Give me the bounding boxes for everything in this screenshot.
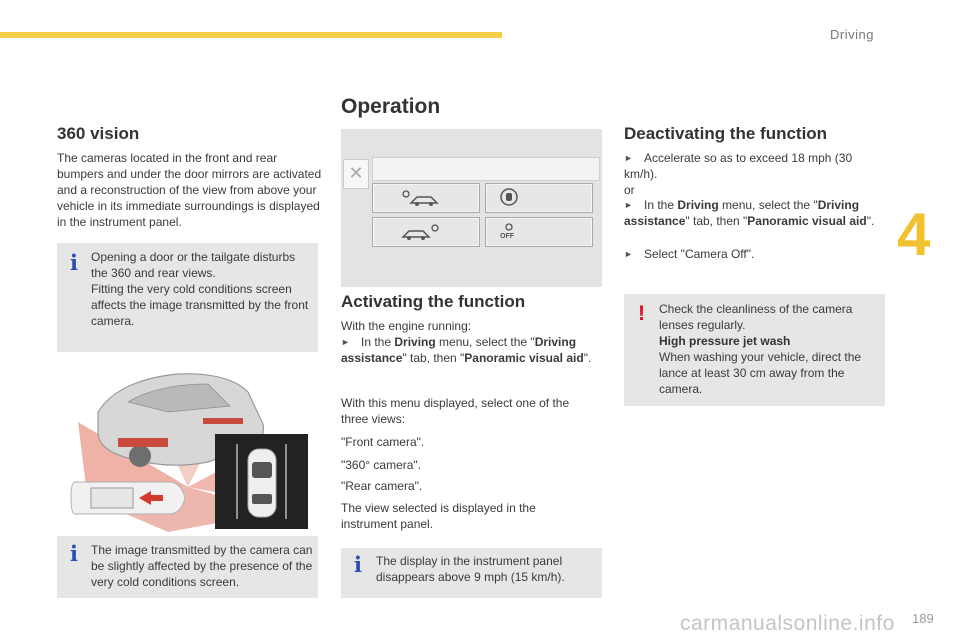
front-camera-button[interactable] xyxy=(372,183,480,213)
activate-step: ► In the Driving menu, select the "Driving assistance" tab, then "Panoramic visual aid". xyxy=(341,335,592,365)
info-box-text: The display in the instrument panel disappears above 9 mph (15 km/h). xyxy=(376,554,565,584)
360-camera-button[interactable] xyxy=(485,183,593,213)
bullet-pointer-icon: ► xyxy=(624,249,633,259)
heading-activating: Activating the function xyxy=(341,292,526,311)
front-camera-icon xyxy=(373,184,479,212)
heading-operation: Operation xyxy=(341,95,441,118)
info-box-text: The image transmitted by the camera can be slightly affected by the presence of the very cold conditions screen. xyxy=(91,543,313,589)
info-box-cold-screen xyxy=(57,536,318,598)
warning-icon: ! xyxy=(638,302,645,325)
camera-off-label: OFF xyxy=(500,233,514,240)
engine-running-text: With the engine running: xyxy=(341,319,472,333)
heading-360-vision: 360 vision xyxy=(57,124,140,143)
camera-top-view xyxy=(215,434,308,529)
bullet-pointer-icon: ► xyxy=(341,337,350,347)
display-note: The view selected is displayed in the instrument panel. xyxy=(341,501,536,531)
bullet-pointer-icon: ► xyxy=(624,153,633,163)
section-label: Driving xyxy=(830,27,874,42)
or-text: or xyxy=(624,183,635,197)
top-accent-bar xyxy=(0,32,502,38)
warning-box-cleaning xyxy=(624,294,885,406)
360-camera-icon xyxy=(486,184,592,212)
warning-subtitle: High pressure jet wash xyxy=(659,334,791,348)
info-box-text: Opening a door or the tailgate disturbs the 360 and rear views. Fitting the very cold conditions screen affects the image transmitted by the front camera. xyxy=(91,250,309,328)
bullet-pointer-icon: ► xyxy=(624,200,633,210)
deactivate-step-menu: ► In the Driving menu, select the "Driving assistance" tab, then "Panoramic visual aid". xyxy=(624,198,875,228)
deactivate-step-accelerate: ► Accelerate so as to exceed 18 mph (30 km/h). xyxy=(624,151,853,181)
touchscreen-illustration xyxy=(341,129,602,287)
deactivate-step-camera-off: ► Select "Camera Off". xyxy=(624,247,755,261)
info-icon: i xyxy=(354,552,362,577)
intro-paragraph: The cameras located in the front and rear bumpers and under the door mirrors are activated and a reconstruction of the view from above your vehicle in its immediate surroundings is displayed in the instrument panel. xyxy=(57,151,322,229)
rear-camera-icon xyxy=(373,218,479,246)
page-number: 189 xyxy=(912,611,934,626)
info-icon: i xyxy=(70,541,78,566)
info-box-speed xyxy=(341,548,602,598)
close-icon[interactable]: ✕ xyxy=(343,159,369,189)
heading-deactivating: Deactivating the function xyxy=(624,124,828,143)
camera-off-icon xyxy=(486,218,592,246)
info-icon: i xyxy=(70,250,78,275)
mirror-camera-illustration xyxy=(69,478,189,518)
camera-off-button[interactable] xyxy=(485,217,593,247)
view-360: "360° camera". xyxy=(341,458,422,472)
view-front: "Front camera". xyxy=(341,435,425,449)
view-rear: "Rear camera". xyxy=(341,479,423,493)
screen-header-bar xyxy=(372,157,600,181)
select-views-text: With this menu displayed, select one of the three views: xyxy=(341,396,570,426)
chapter-number: 4 xyxy=(897,201,931,268)
rear-camera-button[interactable] xyxy=(372,217,480,247)
warning-box-text: Check the cleanliness of the camera lenses regularly. High pressure jet wash When washing your vehicle, direct the lance at least 30 cm away from the camera. xyxy=(659,301,879,397)
watermark: carmanualsonline.info xyxy=(680,612,895,635)
info-box-door xyxy=(57,243,318,352)
